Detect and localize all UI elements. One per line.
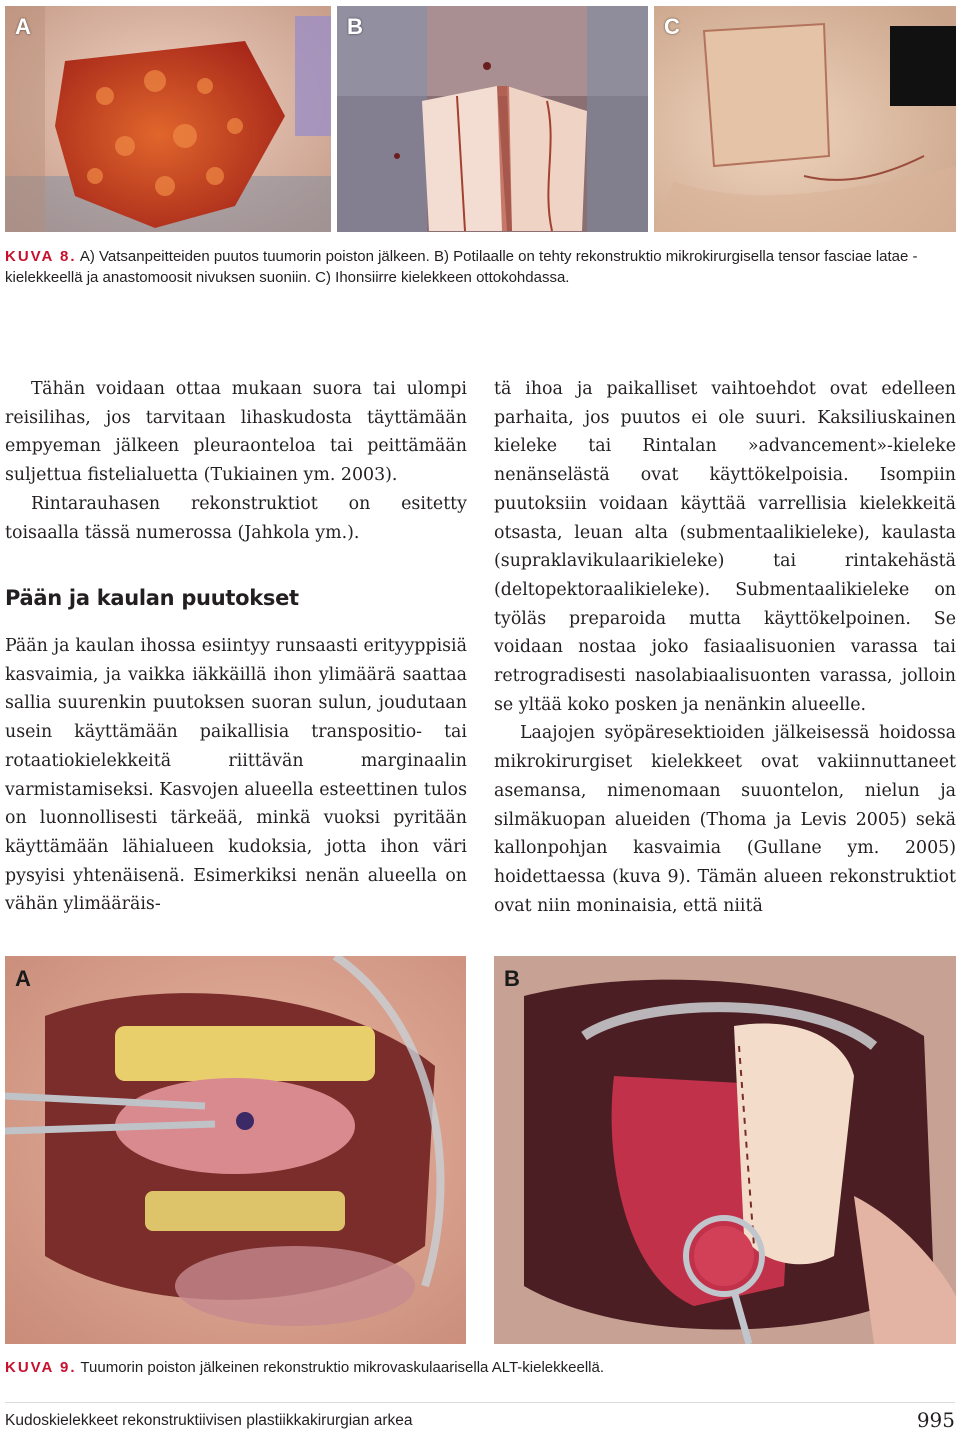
section-heading: Pään ja kaulan puutokset [5, 586, 299, 610]
left-paragraph-2: Rintarauhasen rekonstruktiot on esitetty toisaalla tässä numerossa (Jahkola ym.). [5, 493, 467, 543]
right-paragraph-2: Laajojen syöpäresektioiden jälkeisessä hoidossa mikrokirurgiset kielekkeet ovat vakiinnuttaneet asemansa, nimenomaan suuontelon, nielun ja silmäkuopan alueiden (Thoma ja Levis 2005) sekä kallonpohjan kasvaimia (Gullane ym. 2005) hoidettaessa (kuva 9). Tämän alueen rekonstruktiot ovat niin moninaisia, että niitä [494, 723, 956, 916]
left-paragraph-3: Pään ja kaulan ihossa esiintyy runsaasti erityyppisiä kasvaimia, ja vaikka iäkkäillä ihon ylimäärä saattaa sallia suurenkin puutoksen suoran sulun, joudutaan usein käyttämään paikallisia transpositio- tai rotaatiokielekkeitä riittävän marginaalin varmistamiseksi. Kasvojen alueella esteettinen tulos on luonnollisesti tärkeää, minkä vuoksi pyritään käyttämään lähialueen kudoksia, jotta ihon väri pysyisi yhtenäisenä. Esimerkiksi nenän alueella on vähän ylimääräis- [5, 636, 467, 915]
right-column [494, 375, 956, 920]
figure8-panel-c-label: C [664, 14, 680, 39]
footer-divider [5, 1402, 955, 1403]
figure8-caption [5, 246, 955, 288]
figure8-photo-c [654, 6, 956, 232]
left-paragraph-1: Tähän voidaan ottaa mukaan suora tai ulompi reisilihas, jos tarvitaan lihaskudosta täyttämään empyeman jälkeen pleuraonteloa tai peittämään suljettua fistelialuetta (Tukiainen ym. 2003). [5, 379, 467, 486]
figure8-photo-a [5, 6, 331, 232]
figure8-caption-text: A) Vatsanpeitteiden puutos tuumorin poiston jälkeen. B) Potilaalle on tehty rekonstruktio mikrokirurgisella tensor fasciae latae -kielekkeellä ja anastomoosit nivuksen suoniin. C) Ihonsiirre kielekkeen ottokohdassa. [5, 248, 918, 286]
figure8-photo-b [337, 6, 648, 232]
figure9-caption [5, 1357, 955, 1378]
figure9-panel-b-label: B [504, 966, 520, 991]
left-column-bottom [5, 632, 467, 919]
skin-graft-image [654, 6, 956, 232]
figure9-label: KUVA 9. [5, 1359, 77, 1376]
figure9-panel-a-label: A [15, 966, 31, 991]
left-column-top [5, 375, 467, 547]
figure9-caption-text: Tuumorin poiston jälkeinen rekonstruktio mikrovaskulaarisella ALT-kielekkeellä. [80, 1359, 604, 1376]
figure8-label: KUVA 8. [5, 248, 77, 265]
figure8-panel-a-label: A [15, 14, 31, 39]
footer-journal-title: Kudoskielekkeet rekonstruktiivisen plastiikkakirurgian arkea [5, 1412, 413, 1429]
alt-flap-image [494, 956, 956, 1344]
figure8-panel-b-label: B [347, 14, 363, 39]
figure9-photo-a [5, 956, 466, 1344]
abdominal-defect-image [5, 6, 331, 232]
tfl-flap-image [337, 6, 648, 232]
page-number: 995 [916, 1408, 955, 1432]
figure9-photo-b [494, 956, 956, 1344]
tongue-tumor-image [5, 956, 466, 1344]
right-paragraph-1: tä ihoa ja paikalliset vaihtoehdot ovat edelleen parhaita, jos puutos ei ole suuri. Kaksiliuskainen kieleke tai Rintalan »advancement»-kieleke nenänselästä ovat käyttökelpoisia. Isompiin puutoksiin voidaan käyttää varrellisia kielekkeitä otsasta, leuan alta (submentaalikieleke), kaulasta (supraklavikulaarikieleke) tai rintakehästä (deltopektoraalikieleke). Submentaalikieleke on työläs preparoida mutta käyttökelpoinen. Se voidaan nostaa joko fasiaalisuonien varassa tai retrogradisesti nasolabiaalisuonten varassa, jolloin se yltää koko posken ja nenänkin alueelle. [494, 379, 956, 715]
